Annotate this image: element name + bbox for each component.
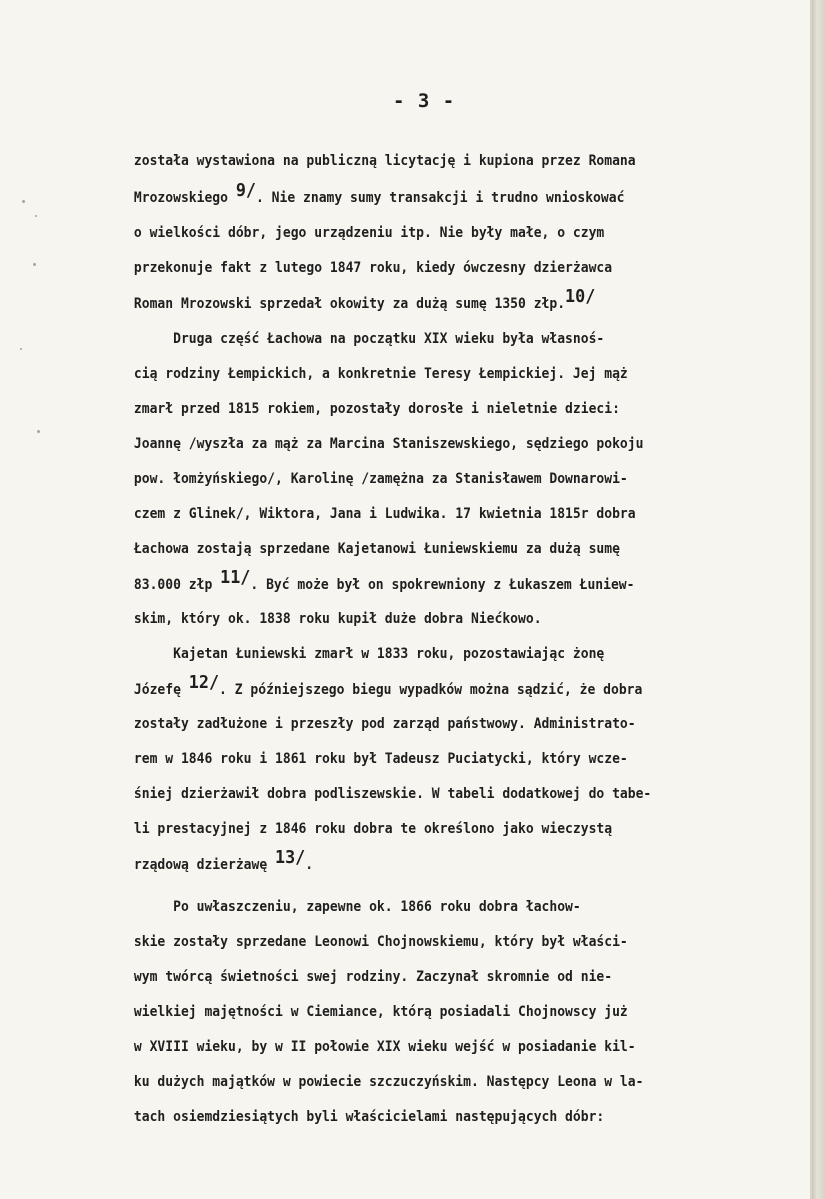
text-line: skie zostały sprzedane Leonowi Chojnowskiemu, który był właści- <box>133 934 628 950</box>
paper-edge <box>812 0 825 1199</box>
text-line: wielkiej majętności w Ciemiance, którą posiadali Chojnowscy już <box>133 1004 628 1020</box>
text-line: została wystawiona na publiczną licytację i kupiona przez Romana <box>133 153 636 169</box>
speck <box>33 263 36 266</box>
text-line: Joannę /wyszła za mąż za Marcina Staniszewskiego, sędziego pokoju <box>133 436 644 452</box>
text-line: skim, który ok. 1838 roku kupił duże dobra Niećkowo. <box>133 611 542 627</box>
text-line: czem z Glinek/, Wiktora, Jana i Ludwika. 17 kwietnia 1815r dobra <box>133 506 636 522</box>
text-line: cią rodziny Łempickich, a konkretnie Teresy Łempickiej. Jej mąż <box>133 366 628 382</box>
text-line: Mrozowskiego 9/. Nie znamy sumy transakcji i trudno wnioskować <box>133 180 625 206</box>
footnote-ref: 10/ <box>565 286 596 307</box>
text-line: w XVIII wieku, by w II połowie XIX wieku wejść w posiadanie kil- <box>133 1039 636 1055</box>
text-line: Druga część Łachowa na początku XIX wieku była własnoś- <box>133 331 605 347</box>
text-line: Łachowa zostają sprzedane Kajetanowi Łuniewskiemu za dużą sumę <box>133 541 620 557</box>
speck <box>22 200 25 203</box>
text-line: Kajetan Łuniewski zmarł w 1833 roku, pozostawiając żonę <box>133 646 605 662</box>
footnote-ref: 12/ <box>188 672 220 693</box>
speck <box>20 348 22 350</box>
text-line: ku dużych majątków w powiecie szczuczyńskim. Następcy Leona w la- <box>133 1074 644 1090</box>
text-line: wym twórcą świetności swej rodziny. Zaczynał skromnie od nie- <box>133 969 613 985</box>
speck <box>35 215 37 217</box>
footnote-ref: 9/ <box>235 180 256 201</box>
text-line: tach osiemdziesiątych byli właścicielami następujących dóbr: <box>133 1109 605 1125</box>
text-line: Józefę 12/. Z późniejszego biegu wypadków można sądzić, że dobra <box>133 672 643 698</box>
text-line: 83.000 złp 11/. Być może był on spokrewniony z Łukaszem Łuniew- <box>133 567 635 593</box>
text-line: zostały zadłużone i przeszły pod zarząd państwowy. Administrato- <box>133 716 636 732</box>
text-line: przekonuje fakt z lutego 1847 roku, kiedy ówczesny dzierżawca <box>133 260 613 276</box>
footnote-ref: 11/ <box>220 567 251 588</box>
text-line: zmarł przed 1815 rokiem, pozostały dorosłe i nieletnie dzieci: <box>133 401 620 417</box>
text-line: śniej dzierżawił dobra podliszewskie. W tabeli dodatkowej do tabe- <box>133 786 652 802</box>
text-line: rem w 1846 roku i 1861 roku był Tadeusz Puciatycki, który wcze- <box>133 751 628 767</box>
text-line: o wielkości dóbr, jego urządzeniu itp. Nie były małe, o czym <box>133 225 605 241</box>
text-line: rządową dzierżawę 13/. <box>133 847 314 873</box>
speck <box>37 430 40 433</box>
footnote-ref: 13/ <box>275 847 306 868</box>
text-line: Roman Mrozowski sprzedał okowity za dużą sumę 1350 złp.10/ <box>133 286 596 312</box>
page-number: - 3 - <box>393 90 456 112</box>
text-line: li prestacyjnej z 1846 roku dobra te określono jako wieczystą <box>133 821 613 837</box>
text-line: pow. łomżyńskiego/, Karolinę /zamężna za Stanisławem Downarowi- <box>133 471 628 487</box>
text-line: Po uwłaszczeniu, zapewne ok. 1866 roku dobra łachow- <box>133 899 581 915</box>
